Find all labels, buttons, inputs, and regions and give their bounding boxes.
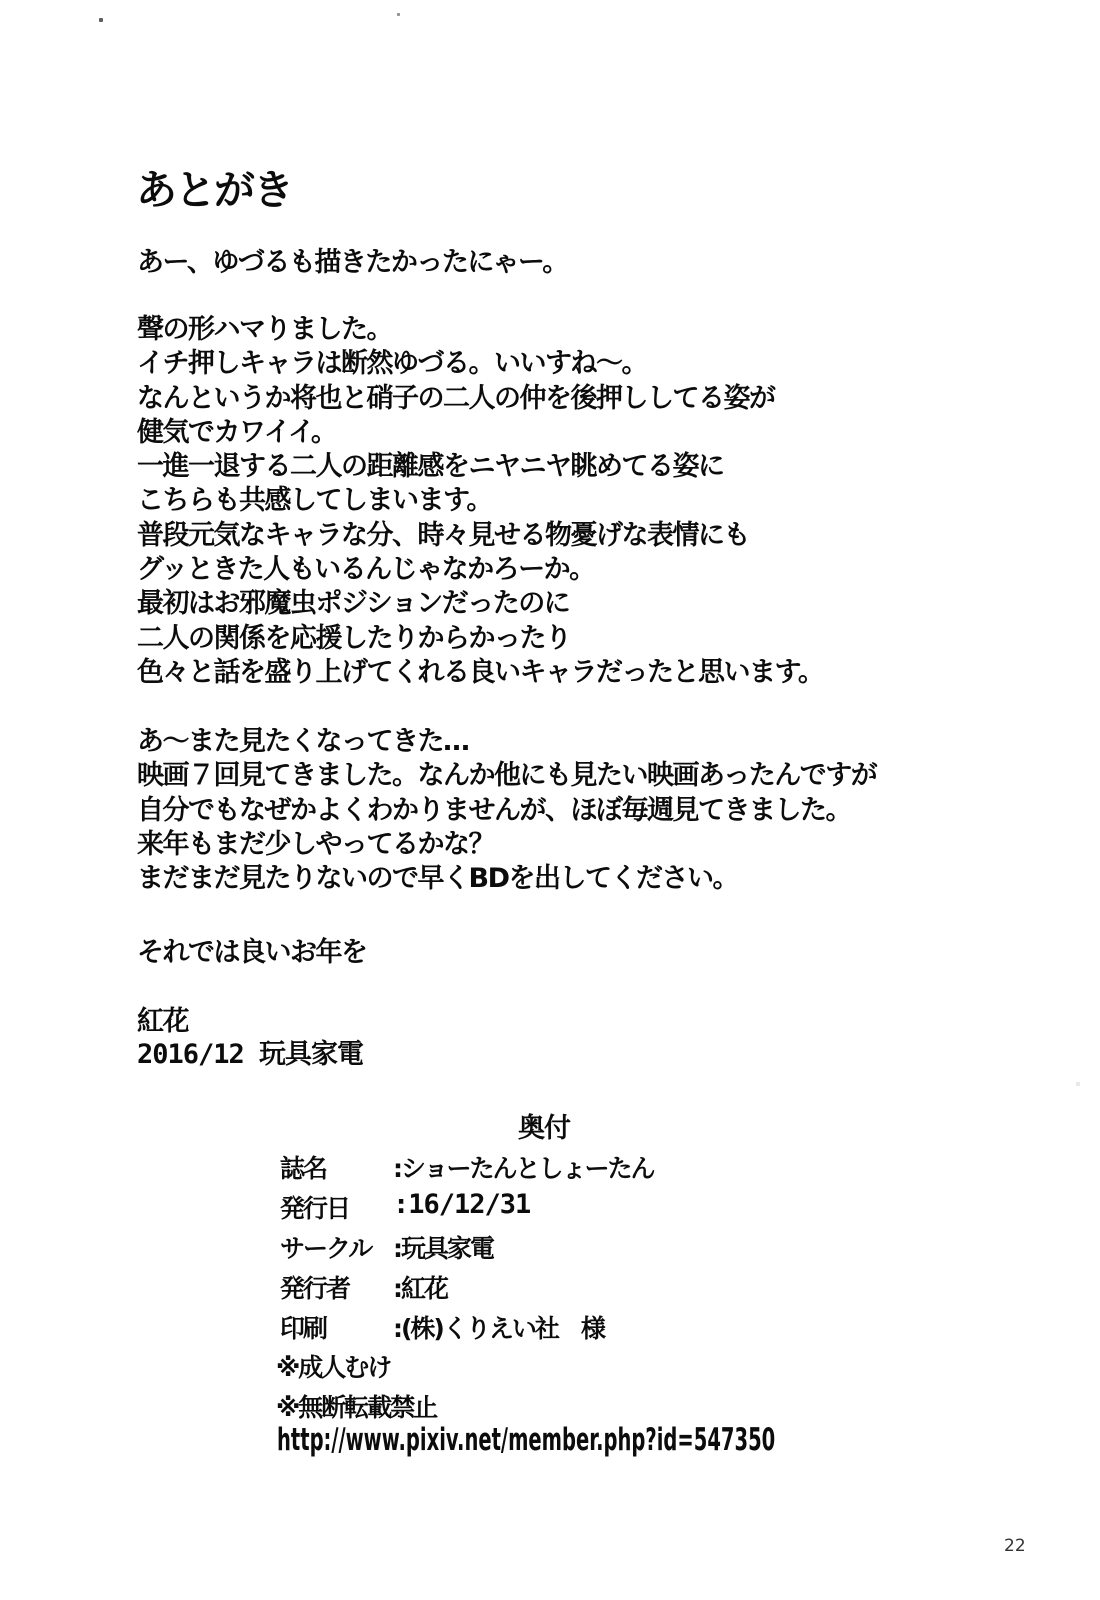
- scan-speck: [1076, 1082, 1080, 1086]
- body-line: なんというか将也と硝子の二人の仲を後押ししてる姿が: [137, 382, 775, 414]
- colophon-row-value: :玩具家電: [393, 1234, 493, 1263]
- colophon-row-value: :(株)くりえい社 様: [393, 1314, 604, 1343]
- colophon-row-value: :ショーたんとしょーたん: [393, 1154, 654, 1183]
- colophon-row: [0, 1269, 1100, 1303]
- body-line: 色々と話を盛り上げてくれる良いキャラだったと思います。: [137, 656, 824, 688]
- signature-block: [137, 1005, 363, 1071]
- body-line: 健気でカワイイ。: [137, 416, 337, 448]
- body-line: 二人の関係を応援したりからかったり: [137, 622, 571, 654]
- body-line: こちらも共感してしまいます。: [137, 485, 492, 517]
- colophon-note-no-repost: ※無断転載禁止: [276, 1393, 437, 1422]
- body-line: グッときた人もいるんじゃなかろーか。: [137, 554, 595, 586]
- colophon-row-label: 発行日: [280, 1194, 350, 1223]
- pixiv-url: http://www.pixiv.net/member.php?id=547350: [277, 1422, 776, 1458]
- scan-speck: [99, 18, 103, 22]
- body-line: 最初はお邪魔虫ポジションだったのに: [137, 588, 570, 620]
- body-line: イチ押しキャラは断然ゆづる。いいすね～。: [137, 348, 647, 380]
- paragraph-impressions: [137, 313, 823, 690]
- closing-line: それでは良いお年を: [137, 937, 367, 968]
- colophon-row-label: 発行者: [280, 1274, 350, 1303]
- colophon-row: [0, 1309, 1100, 1343]
- pixiv-url-line: [277, 1422, 1068, 1458]
- page-number: 22: [1004, 1536, 1026, 1556]
- colophon-row: [0, 1229, 1100, 1263]
- date-circle-line: 2016/12 玩具家電: [137, 1039, 364, 1070]
- body-line: 聲の形ハマりました。: [137, 314, 392, 345]
- intro-line: あー、ゆづるも描きたかったにゃー。: [137, 247, 568, 278]
- scan-speck: [397, 13, 400, 16]
- paragraph-movie: [137, 725, 876, 896]
- body-line: まだまだ見たりないので早くBDを出してください。: [137, 863, 738, 895]
- colophon-row: [0, 1189, 1100, 1223]
- colophon-heading: 奥付: [518, 1113, 570, 1144]
- colophon-note-adult: ※成人むけ: [276, 1353, 391, 1382]
- body-line: 一進一退する二人の距離感をニヤニヤ眺めてる姿に: [137, 451, 724, 483]
- colophon-row-label: 誌名: [280, 1154, 327, 1183]
- body-line: 映画７回見てきました。なんか他にも見たい映画あったんですが: [137, 760, 877, 792]
- author-name: 紅花: [137, 1006, 188, 1037]
- colophon-row-value: :16/12/31: [393, 1189, 531, 1220]
- afterword-title: あとがき: [136, 166, 292, 214]
- body-line: 来年もまだ少しやってるかな？: [137, 828, 494, 860]
- colophon-row: [0, 1149, 1100, 1183]
- body-line: 普段元気なキャラな分、時々見せる物憂げな表情にも: [137, 519, 749, 551]
- body-line: 自分でもなぜかよくわかりませんが、ほぼ毎週見てきました。: [137, 794, 851, 826]
- colophon-row-label: 印刷: [280, 1314, 327, 1343]
- colophon-row-value: :紅花: [393, 1274, 447, 1303]
- body-line: あ～また見たくなってきた…: [137, 726, 469, 757]
- colophon-row-label: サークル: [280, 1234, 372, 1263]
